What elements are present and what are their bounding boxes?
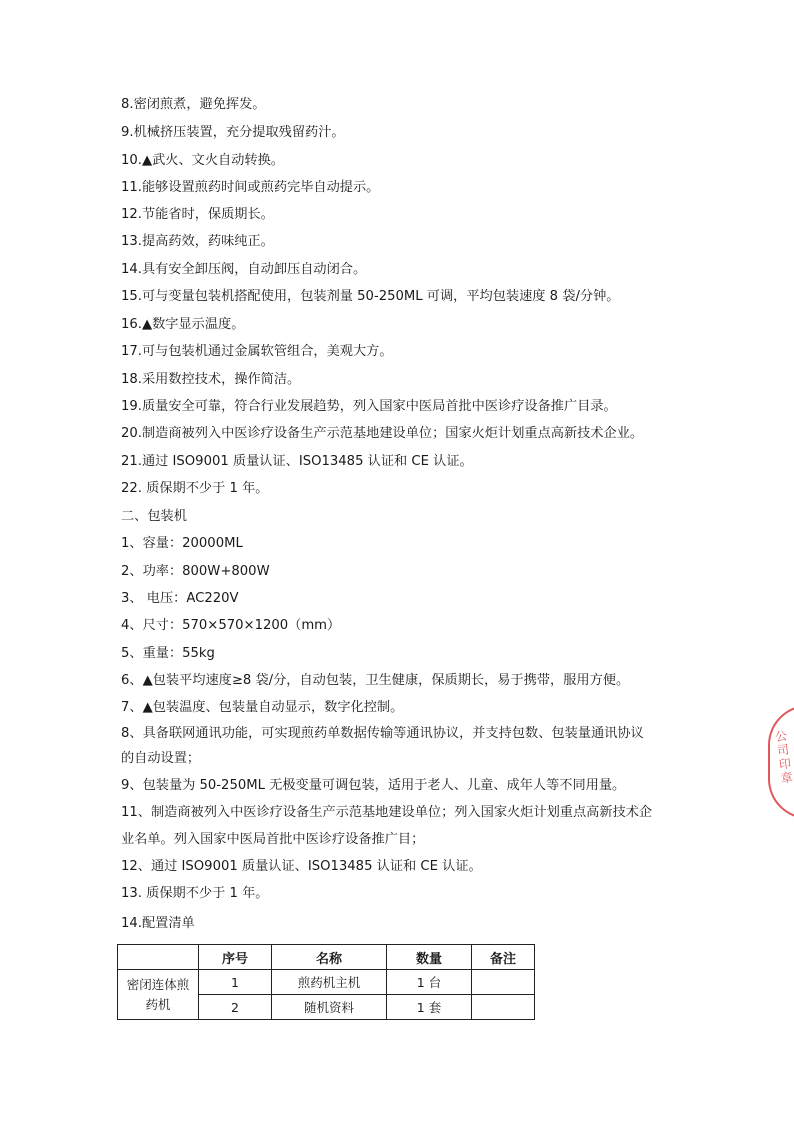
spec-line: 19.质量安全可靠，符合行业发展趋势，列入国家中医局首批中医诊疗设备推广目录。 [121, 399, 617, 414]
section-heading: 14.配置清单 [121, 916, 195, 931]
table-cell: 随机资料 [272, 995, 387, 1020]
table-header-cell: 名称 [272, 945, 387, 970]
table-group-cell: 密闭连体煎药机 [118, 970, 199, 1020]
config-table [117, 944, 535, 1020]
spec-line: 10.▲武火、文火自动转换。 [121, 153, 284, 168]
table-cell [472, 995, 535, 1020]
spec-line: 13.提高药效，药味纯正。 [121, 234, 274, 249]
spec-line: 14.具有安全卸压阀，自动卸压自动闭合。 [121, 262, 367, 277]
spec-line: 11.能够设置煎药时间或煎药完毕自动提示。 [121, 180, 380, 195]
spec-line: 18.采用数控技术，操作简洁。 [121, 372, 301, 387]
spec-line: 22. 质保期不少于 1 年。 [121, 481, 269, 496]
spec-line: 5、重量：55kg [121, 646, 215, 661]
seal-stamp [768, 705, 794, 819]
spec-line: 13. 质保期不少于 1 年。 [121, 886, 269, 901]
spec-line: 1、容量：20000ML [121, 536, 243, 551]
spec-line: 9.机械挤压装置，充分提取残留药汁。 [121, 125, 345, 140]
spec-line: 4、尺寸：570×570×1200（mm） [121, 618, 341, 633]
spec-line: 9、包装量为 50-250ML 无极变量可调包装，适用于老人、儿童、成年人等不同用量。 [121, 778, 626, 793]
spec-line: 16.▲数字显示温度。 [121, 317, 245, 332]
table-cell: 2 [199, 995, 272, 1020]
table-header-cell: 序号 [199, 945, 272, 970]
spec-line: 15.可与变量包装机搭配使用，包装剂量 50-250ML 可调，平均包装速度 8 袋/分钟。 [121, 289, 620, 304]
spec-line: 11、制造商被列入中医诊疗设备生产示范基地建设单位；列入国家火炬计划重点高新技术企 [121, 805, 653, 820]
spec-line: 6、▲包装平均速度≥8 袋/分，自动包装，卫生健康，保质期长，易于携带，服用方便。 [121, 673, 630, 688]
spec-line-continuation: 业名单。列入国家中医局首批中医诊疗设备推广目； [121, 832, 425, 847]
table-cell: 1 [199, 970, 272, 995]
spec-line-continuation: 的自动设置； [121, 751, 201, 766]
spec-line: 7、▲包装温度、包装量自动显示，数字化控制。 [121, 700, 404, 715]
table-cell: 煎药机主机 [272, 970, 387, 995]
spec-line: 21.通过 ISO9001 质量认证、ISO13485 认证和 CE 认证。 [121, 454, 473, 469]
table-cell: 1 台 [387, 970, 472, 995]
spec-line: 12、通过 ISO9001 质量认证、ISO13485 认证和 CE 认证。 [121, 859, 482, 874]
table-header-cell [118, 945, 199, 970]
table-row [118, 970, 535, 995]
table-cell [472, 970, 535, 995]
seal-stamp-text: 公司印章 [774, 728, 794, 786]
table-cell: 1 套 [387, 995, 472, 1020]
spec-line: 3、 电压：AC220V [121, 591, 239, 606]
table-header-row [118, 945, 535, 970]
spec-line: 8.密闭煎煮，避免挥发。 [121, 97, 266, 112]
table-header-cell: 备注 [472, 945, 535, 970]
spec-line: 2、功率：800W+800W [121, 564, 270, 579]
spec-line: 20.制造商被列入中医诊疗设备生产示范基地建设单位；国家火炬计划重点高新技术企业。 [121, 426, 644, 441]
spec-line: 12.节能省时，保质期长。 [121, 207, 274, 222]
spec-line: 17.可与包装机通过金属软管组合，美观大方。 [121, 344, 393, 359]
section-heading: 二、包装机 [121, 509, 187, 524]
table-header-cell: 数量 [387, 945, 472, 970]
spec-line: 8、具备联网通讯功能，可实现煎药单数据传输等通讯协议，并支持包数、包装量通讯协议 [121, 726, 644, 741]
